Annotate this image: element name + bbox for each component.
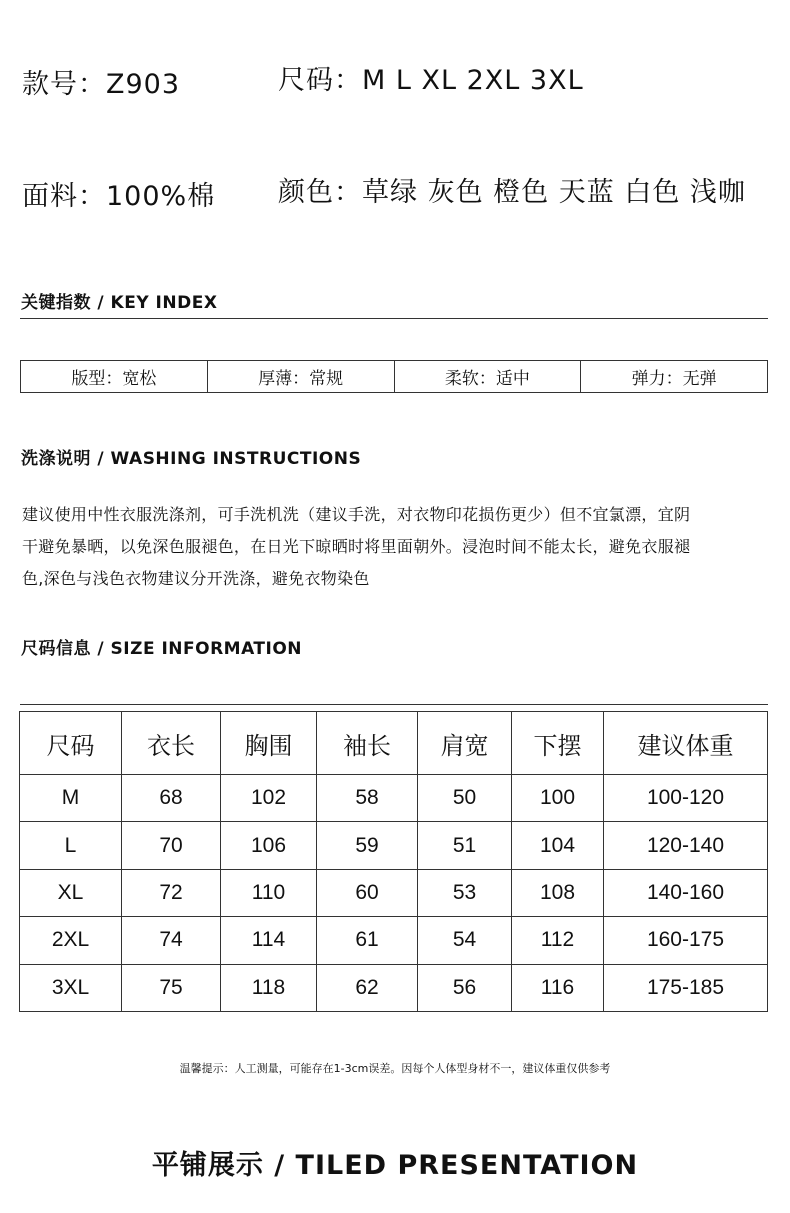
cell: 100-120 — [604, 775, 768, 822]
cell: 160-175 — [604, 917, 768, 964]
header-length: 衣长 — [122, 712, 221, 775]
style-number: 款号：Z903 — [22, 69, 181, 100]
header-sleeve: 袖长 — [317, 712, 418, 775]
cell: 114 — [221, 917, 317, 964]
cell: 175-185 — [604, 964, 768, 1011]
cell: 110 — [221, 869, 317, 916]
cell: 51 — [418, 822, 512, 869]
header-chest: 胸围 — [221, 712, 317, 775]
available-sizes: 尺码：M L XL 2XL 3XL — [278, 65, 584, 96]
cell: 102 — [221, 775, 317, 822]
divider — [20, 704, 768, 705]
cell: 62 — [317, 964, 418, 1011]
header-shoulder: 肩宽 — [418, 712, 512, 775]
cell: 50 — [418, 775, 512, 822]
key-index-thickness: 厚薄：常规 — [208, 361, 395, 392]
cell: 112 — [512, 917, 604, 964]
available-colors: 颜色：草绿 灰色 橙色 天蓝 白色 浅咖 — [278, 177, 746, 208]
key-index-title: 关键指数 / KEY INDEX — [21, 293, 218, 313]
cell: 54 — [418, 917, 512, 964]
cell: 58 — [317, 775, 418, 822]
table-row — [20, 775, 768, 822]
cell: 59 — [317, 822, 418, 869]
tiled-presentation-title: 平铺展示 / TILED PRESENTATION — [151, 1150, 639, 1181]
washing-line: 建议使用中性衣服洗涤剂，可手洗机洗（建议手洗，对衣物印花损伤更少）但不宜氯漂，宜阴 — [22, 505, 691, 524]
header-hem: 下摆 — [512, 712, 604, 775]
key-index-fit: 版型：宽松 — [21, 361, 208, 392]
header-size: 尺码 — [20, 712, 122, 775]
table-row — [20, 869, 768, 916]
cell: 106 — [221, 822, 317, 869]
table-row — [20, 917, 768, 964]
table-row — [20, 964, 768, 1011]
cell: 140-160 — [604, 869, 768, 916]
cell: XL — [20, 869, 122, 916]
cell: 60 — [317, 869, 418, 916]
cell: 104 — [512, 822, 604, 869]
cell: 61 — [317, 917, 418, 964]
cell: M — [20, 775, 122, 822]
key-index-table — [20, 360, 768, 393]
cell: L — [20, 822, 122, 869]
cell: 118 — [221, 964, 317, 1011]
cell: 72 — [122, 869, 221, 916]
header-weight: 建议体重 — [604, 712, 768, 775]
cell: 3XL — [20, 964, 122, 1011]
cell: 70 — [122, 822, 221, 869]
table-row — [20, 822, 768, 869]
size-table — [19, 711, 768, 1012]
key-index-elasticity: 弹力：无弹 — [631, 369, 717, 389]
cell: 116 — [512, 964, 604, 1011]
divider — [20, 318, 768, 319]
cell: 56 — [418, 964, 512, 1011]
cell: 108 — [512, 869, 604, 916]
washing-instructions — [22, 499, 774, 595]
washing-title: 洗涤说明 / WASHING INSTRUCTIONS — [21, 449, 362, 469]
cell: 74 — [122, 917, 221, 964]
cell: 75 — [122, 964, 221, 1011]
washing-line: 干避免暴晒，以免深色服褪色，在日光下晾晒时将里面朝外。浸泡时间不能太长，避免衣服褪 — [22, 537, 691, 556]
cell: 2XL — [20, 917, 122, 964]
measurement-note: 温馨提示：人工测量，可能存在1-3cm误差。因每个人体型身材不一，建议体重仅供参考 — [179, 1062, 611, 1075]
cell: 53 — [418, 869, 512, 916]
cell: 120-140 — [604, 822, 768, 869]
cell: 68 — [122, 775, 221, 822]
washing-line: 色,深色与浅色衣物建议分开洗涤，避免衣物染色 — [22, 569, 370, 588]
size-table-header — [20, 712, 768, 775]
cell: 100 — [512, 775, 604, 822]
size-info-title: 尺码信息 / SIZE INFORMATION — [21, 639, 303, 659]
fabric: 面料：100%棉 — [22, 181, 216, 212]
key-index-softness: 柔软：适中 — [395, 361, 582, 392]
